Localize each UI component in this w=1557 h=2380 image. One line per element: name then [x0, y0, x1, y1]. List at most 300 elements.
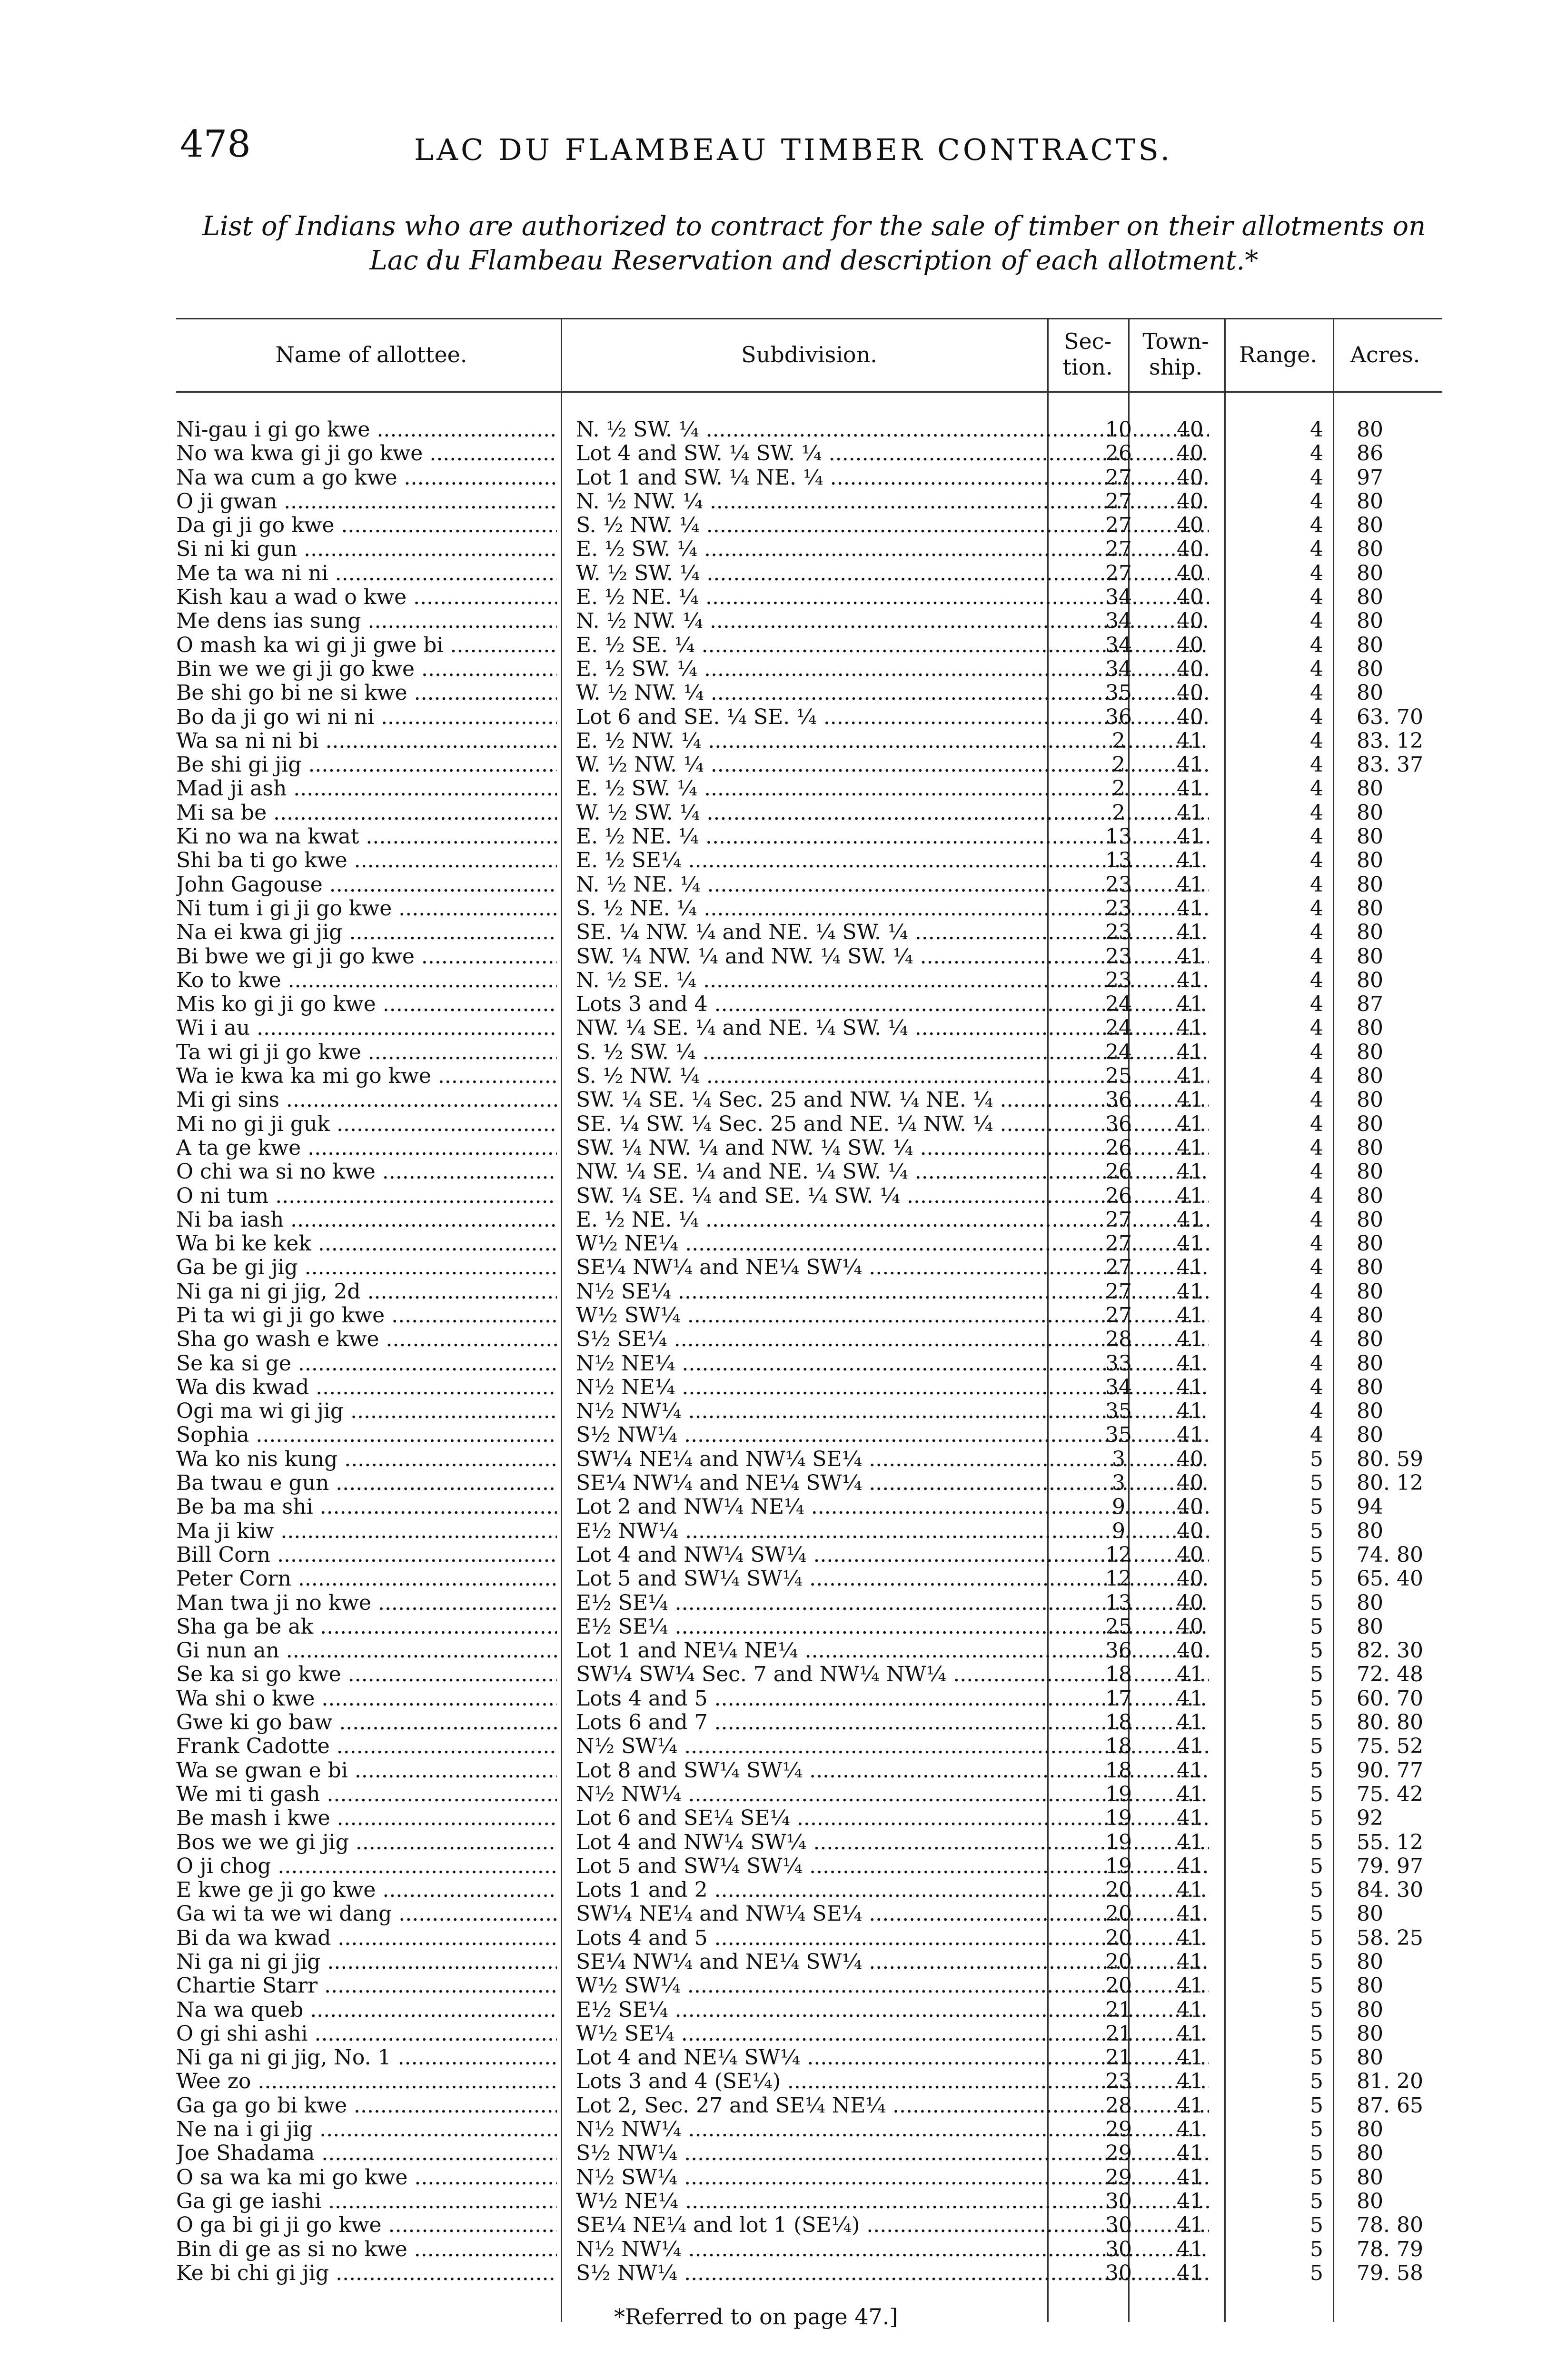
section-cell: 34: [1105, 609, 1132, 634]
allottee-name: Ke bi chi gi jig .....: [176, 2261, 557, 2285]
table-row: [176, 1136, 1442, 1160]
subdivision-cell: N½ NW¼ .....: [576, 2238, 1209, 2261]
range-cell: 5: [1310, 2021, 1323, 2046]
acres-cell: 80: [1357, 1160, 1383, 1184]
allottee-name: Gwe ki go baw .....: [176, 1711, 557, 1735]
table-row: [176, 1639, 1442, 1663]
acres-cell: 80: [1357, 2117, 1383, 2142]
table-row: [176, 1974, 1442, 1998]
subdivision-cell: Lots 4 and 5 .....: [576, 1926, 1209, 1950]
subdivision-cell: W. ½ NW. ¼ .....: [576, 681, 1209, 705]
subdivision-cell: Lot 6 and SE. ¼ SE. ¼ .....: [576, 705, 1209, 729]
acres-cell: 80: [1357, 920, 1383, 945]
allottee-name: Ni-gau i gi go kwe .....: [176, 418, 557, 442]
table-row: [176, 1831, 1442, 1854]
table-row: [176, 1448, 1442, 1471]
range-cell: 5: [1310, 1950, 1323, 1974]
subdivision-cell: NW. ¼ SE. ¼ and NE. ¼ SW. ¼ .....: [576, 1016, 1209, 1040]
table-row: [176, 681, 1442, 705]
acres-cell: 80: [1357, 800, 1383, 825]
subdivision-cell: SW¼ SW¼ Sec. 7 and NW¼ NW¼ .....: [576, 1663, 1209, 1686]
section-cell: 34: [1105, 585, 1132, 610]
section-cell: 29: [1105, 2141, 1132, 2166]
range-cell: 4: [1310, 1351, 1323, 1376]
township-cell: 41: [1177, 1878, 1203, 1903]
township-cell: 41: [1177, 1734, 1203, 1759]
allottee-name: A ta ge kwe .....: [176, 1136, 557, 1160]
range-cell: 4: [1310, 441, 1323, 466]
acres-cell: 80: [1357, 1614, 1383, 1639]
table-row: [176, 442, 1442, 466]
subdivision-cell: E. ½ NE. ¼ .....: [576, 585, 1209, 609]
allottee-name: Me ta wa ni ni .....: [176, 562, 557, 585]
subdivision-cell: N. ½ NW. ¼ .....: [576, 609, 1209, 633]
subdivision-cell: Lot 4 and NE¼ SW¼ .....: [576, 2046, 1209, 2070]
range-cell: 4: [1310, 1160, 1323, 1184]
subdivision-cell: E½ SE¼ .....: [576, 1591, 1209, 1615]
acres-cell: 78. 79: [1357, 2237, 1423, 2261]
range-cell: 5: [1310, 1997, 1323, 2022]
table-row: [176, 921, 1442, 944]
table-row: [176, 2094, 1442, 2118]
table-row: [176, 418, 1442, 442]
subdivision-cell: Lot 1 and NE¼ NE¼ .....: [576, 1639, 1209, 1663]
table-row: [176, 2213, 1442, 2237]
table-row: [176, 1806, 1442, 1830]
acres-cell: 80: [1357, 1231, 1383, 1256]
acres-cell: 80: [1357, 1327, 1383, 1352]
range-cell: 5: [1310, 1710, 1323, 1735]
township-cell: 40: [1177, 609, 1203, 634]
allottee-name: Ga gi ge iashi .....: [176, 2190, 557, 2213]
table-row: [176, 1783, 1442, 1806]
table-row: [176, 2190, 1442, 2213]
subdivision-cell: S½ NW¼ .....: [576, 2261, 1209, 2285]
subdivision-cell: S. ½ NW. ¼ .....: [576, 514, 1209, 537]
table-row: [176, 1687, 1442, 1711]
acres-cell: 80: [1357, 2021, 1383, 2046]
table-row: [176, 849, 1442, 873]
township-cell: 40: [1177, 513, 1203, 538]
range-cell: 4: [1310, 417, 1323, 442]
allottee-name: O ji chog .....: [176, 1854, 557, 1878]
acres-cell: 80: [1357, 1950, 1383, 1974]
table-row: [176, 1759, 1442, 1783]
allottee-name: We mi ti gash .....: [176, 1783, 557, 1806]
range-cell: 4: [1310, 824, 1323, 849]
subdivision-cell: E. ½ SE¼ .....: [576, 849, 1209, 873]
allottee-name: Sha go wash e kwe .....: [176, 1328, 557, 1351]
allottee-name: Ni ba iash .....: [176, 1208, 557, 1232]
allottee-name: Frank Cadotte .....: [176, 1735, 557, 1758]
section-cell: 19: [1105, 1854, 1132, 1878]
subdivision-cell: N. ½ NW. ¼ .....: [576, 490, 1209, 514]
subdivision-cell: SE¼ NW¼ and NE¼ SW¼ .....: [576, 1256, 1209, 1279]
table-row: [176, 1854, 1442, 1878]
section-cell: 29: [1105, 2165, 1132, 2190]
section-cell: 9: [1112, 1495, 1125, 1519]
township-cell: 41: [1177, 1135, 1203, 1160]
allottee-name: Joe Shadama .....: [176, 2142, 557, 2165]
subdivision-cell: E. ½ SW. ¼ .....: [576, 537, 1209, 561]
subdivision-cell: SE. ¼ NW. ¼ and NE. ¼ SW. ¼ .....: [576, 921, 1209, 944]
subdivision-cell: Lots 3 and 4 .....: [576, 992, 1209, 1016]
allottee-name: Me dens ias sung .....: [176, 609, 557, 633]
subdivision-cell: Lot 5 and SW¼ SW¼ .....: [576, 1854, 1209, 1878]
table-row: [176, 657, 1442, 681]
section-cell: 35: [1105, 1423, 1132, 1448]
range-cell: 5: [1310, 1518, 1323, 1543]
allottee-name: Be mash i kwe .....: [176, 1806, 557, 1830]
acres-cell: 58. 25: [1357, 1925, 1423, 1950]
allottee-name: Ogi ma wi gi jig .....: [176, 1399, 557, 1423]
allottee-name: Bin di ge as si no kwe .....: [176, 2238, 557, 2261]
acres-cell: 80: [1357, 1902, 1383, 1926]
table-row: [176, 801, 1442, 825]
range-cell: 5: [1310, 1806, 1323, 1831]
acres-cell: 80: [1357, 1040, 1383, 1064]
subdivision-cell: S. ½ NW. ¼ .....: [576, 1064, 1209, 1088]
acres-cell: 80: [1357, 1279, 1383, 1304]
section-cell: 27: [1105, 1303, 1132, 1328]
range-cell: 4: [1310, 1207, 1323, 1232]
range-cell: 5: [1310, 1686, 1323, 1711]
table-row: [176, 777, 1442, 801]
range-cell: 5: [1310, 1734, 1323, 1759]
township-cell: 41: [1177, 1255, 1203, 1280]
section-cell: 26: [1105, 1135, 1132, 1160]
subdivision-cell: S½ NW¼ .....: [576, 2142, 1209, 2165]
section-cell: 27: [1105, 1207, 1132, 1232]
header-subdivision: Subdivision.: [741, 342, 877, 367]
township-cell: 41: [1177, 2237, 1203, 2261]
township-cell: 40: [1177, 1518, 1203, 1543]
acres-cell: 60. 70: [1357, 1686, 1423, 1711]
section-cell: 23: [1105, 2069, 1132, 2094]
allottee-name: Sha ga be ak .....: [176, 1615, 557, 1639]
table-row: [176, 1591, 1442, 1615]
township-cell: 41: [1177, 1088, 1203, 1112]
township-cell: 40: [1177, 417, 1203, 442]
section-cell: 26: [1105, 441, 1132, 466]
acres-cell: 80: [1357, 656, 1383, 681]
allottee-name: Se ka si go kwe .....: [176, 1663, 557, 1686]
allottee-name: Ba twau e gun .....: [176, 1471, 557, 1495]
table-row: [176, 1041, 1442, 1064]
range-cell: 4: [1310, 489, 1323, 514]
section-cell: 21: [1105, 2021, 1132, 2046]
township-cell: 41: [1177, 1207, 1203, 1232]
subdivision-cell: S½ NW¼ .....: [576, 1423, 1209, 1447]
acres-cell: 78. 80: [1357, 2213, 1423, 2238]
table-row: [176, 1567, 1442, 1591]
acres-cell: 80: [1357, 489, 1383, 514]
township-cell: 40: [1177, 489, 1203, 514]
table-row: [176, 466, 1442, 490]
acres-cell: 80: [1357, 872, 1383, 897]
range-cell: 5: [1310, 2261, 1323, 2285]
subdivision-cell: E. ½ SW. ¼ .....: [576, 777, 1209, 801]
table-row: [176, 634, 1442, 657]
header-section: Sec-tion.: [1062, 328, 1113, 380]
table-row: [176, 562, 1442, 585]
acres-cell: 82. 30: [1357, 1638, 1423, 1663]
township-cell: 40: [1177, 1614, 1203, 1639]
acres-cell: 80: [1357, 944, 1383, 969]
allottee-name: Kish kau a wad o kwe .....: [176, 585, 557, 609]
acres-cell: 75. 42: [1357, 1782, 1423, 1806]
allottee-name: Mad ji ash .....: [176, 777, 557, 801]
page-number: 478: [180, 123, 251, 166]
section-cell: 23: [1105, 944, 1132, 969]
subdivision-cell: Lot 5 and SW¼ SW¼ .....: [576, 1567, 1209, 1591]
acres-cell: 80. 59: [1357, 1447, 1423, 1471]
township-cell: 41: [1177, 824, 1203, 849]
allottee-name: Wa dis kwad .....: [176, 1376, 557, 1399]
range-cell: 4: [1310, 656, 1323, 681]
range-cell: 5: [1310, 1902, 1323, 1926]
township-cell: 41: [1177, 1327, 1203, 1352]
table-row: [176, 1950, 1442, 1974]
township-cell: 41: [1177, 2165, 1203, 2190]
subdivision-cell: Lot 2 and NW¼ NE¼ .....: [576, 1495, 1209, 1519]
township-cell: 41: [1177, 1662, 1203, 1687]
section-cell: 34: [1105, 1375, 1132, 1399]
section-cell: 13: [1105, 848, 1132, 873]
range-cell: 4: [1310, 1423, 1323, 1448]
allottee-name: Man twa ji no kwe .....: [176, 1591, 557, 1615]
table-row: [176, 729, 1442, 753]
subdivision-cell: N½ NE¼ .....: [576, 1352, 1209, 1376]
subdivision-cell: N½ SE¼ .....: [576, 1280, 1209, 1304]
range-cell: 5: [1310, 2069, 1323, 2094]
township-cell: 41: [1177, 1902, 1203, 1926]
header-range: Range.: [1239, 342, 1318, 367]
acres-cell: 79. 97: [1357, 1854, 1423, 1878]
section-cell: 2: [1112, 776, 1125, 801]
allottee-name: Be shi go bi ne si kwe .....: [176, 681, 557, 705]
acres-cell: 80: [1357, 633, 1383, 657]
section-cell: 33: [1105, 1351, 1132, 1376]
acres-cell: 86: [1357, 441, 1383, 466]
range-cell: 5: [1310, 1830, 1323, 1854]
allottee-name: Sophia .....: [176, 1423, 557, 1447]
allottee-name: Ni ga ni gi jig, 2d .....: [176, 1280, 557, 1304]
range-cell: 4: [1310, 609, 1323, 634]
subdivision-cell: SE¼ NW¼ and NE¼ SW¼ .....: [576, 1950, 1209, 1974]
township-cell: 41: [1177, 1423, 1203, 1448]
section-cell: 27: [1105, 1279, 1132, 1304]
township-cell: 40: [1177, 585, 1203, 610]
township-cell: 41: [1177, 2141, 1203, 2166]
subdivision-cell: Lot 6 and SE¼ SE¼ .....: [576, 1806, 1209, 1830]
range-cell: 5: [1310, 1542, 1323, 1567]
allottee-name: Bi da wa kwad .....: [176, 1926, 557, 1950]
header-township: Town-ship.: [1142, 328, 1209, 380]
acres-cell: 80: [1357, 824, 1383, 849]
allottee-name: Ga wi ta we wi dang .....: [176, 1902, 557, 1926]
township-cell: 40: [1177, 1567, 1203, 1591]
subdivision-cell: N½ NW¼ .....: [576, 2118, 1209, 2142]
range-cell: 4: [1310, 1399, 1323, 1424]
header-acres: Acres.: [1350, 342, 1420, 367]
section-cell: 26: [1105, 1183, 1132, 1208]
township-cell: 41: [1177, 753, 1203, 777]
township-cell: 41: [1177, 1279, 1203, 1304]
subdivision-cell: Lot 1 and SW. ¼ NE. ¼ .....: [576, 466, 1209, 490]
allottee-name: Pi ta wi gi ji go kwe .....: [176, 1304, 557, 1328]
acres-cell: 80: [1357, 1423, 1383, 1448]
section-cell: 20: [1105, 1878, 1132, 1903]
section-cell: 2: [1112, 753, 1125, 777]
township-cell: 41: [1177, 2189, 1203, 2213]
running-head: LAC DU FLAMBEAU TIMBER CONTRACTS.: [414, 132, 1173, 167]
table-row: [176, 2261, 1442, 2285]
section-cell: 23: [1105, 968, 1132, 992]
subdivision-cell: W½ SW¼ .....: [576, 1304, 1209, 1328]
allotment-table: [176, 418, 1442, 2285]
section-cell: 27: [1105, 1255, 1132, 1280]
allottee-name: Shi ba ti go kwe .....: [176, 849, 557, 873]
section-cell: 23: [1105, 896, 1132, 921]
table-row: [176, 1184, 1442, 1208]
table-row: [176, 2142, 1442, 2165]
township-cell: 41: [1177, 2093, 1203, 2118]
township-cell: 41: [1177, 1160, 1203, 1184]
allottee-name: Bos we we gi jig .....: [176, 1831, 557, 1854]
township-cell: 40: [1177, 681, 1203, 705]
acres-cell: 80: [1357, 848, 1383, 873]
acres-cell: 87. 65: [1357, 2093, 1423, 2118]
range-cell: 4: [1310, 992, 1323, 1017]
township-cell: 40: [1177, 561, 1203, 585]
township-cell: 41: [1177, 1111, 1203, 1136]
range-cell: 5: [1310, 2093, 1323, 2118]
range-cell: 4: [1310, 1016, 1323, 1041]
header-name: Name of allottee.: [275, 342, 467, 367]
allottee-name: O gi shi ashi .....: [176, 2022, 557, 2046]
township-cell: 41: [1177, 992, 1203, 1017]
table-row: [176, 1735, 1442, 1758]
section-cell: 20: [1105, 1950, 1132, 1974]
allottee-name: E kwe ge ji go kwe .....: [176, 1878, 557, 1902]
range-cell: 5: [1310, 2045, 1323, 2070]
section-cell: 36: [1105, 704, 1132, 729]
acres-cell: 80: [1357, 681, 1383, 705]
section-cell: 23: [1105, 872, 1132, 897]
subdivision-cell: W½ SW¼ .....: [576, 1974, 1209, 1998]
allottee-name: Wa ie kwa ka mi go kwe .....: [176, 1064, 557, 1088]
range-cell: 5: [1310, 1854, 1323, 1878]
section-cell: 12: [1105, 1567, 1132, 1591]
acres-cell: 72. 48: [1357, 1662, 1423, 1687]
table-row: [176, 1878, 1442, 1902]
allottee-name: Ki no wa na kwat .....: [176, 825, 557, 849]
range-cell: 5: [1310, 1782, 1323, 1806]
section-cell: 18: [1105, 1662, 1132, 1687]
acres-cell: 80: [1357, 1064, 1383, 1089]
table-row: [176, 1519, 1442, 1543]
acres-cell: 83. 12: [1357, 728, 1423, 753]
section-cell: 18: [1105, 1710, 1132, 1735]
range-cell: 4: [1310, 561, 1323, 585]
section-cell: 17: [1105, 1686, 1132, 1711]
range-cell: 4: [1310, 465, 1323, 490]
table-row: [176, 897, 1442, 921]
section-cell: 29: [1105, 2117, 1132, 2142]
table-row: [176, 1160, 1442, 1184]
township-cell: 41: [1177, 920, 1203, 945]
section-cell: 26: [1105, 1160, 1132, 1184]
subdivision-cell: W. ½ SW. ¼ .....: [576, 801, 1209, 825]
range-cell: 4: [1310, 1279, 1323, 1304]
township-cell: 41: [1177, 2213, 1203, 2238]
range-cell: 5: [1310, 1590, 1323, 1615]
table-row: [176, 1232, 1442, 1256]
range-cell: 5: [1310, 1758, 1323, 1783]
subdivision-cell: Lots 1 and 2 .....: [576, 1878, 1209, 1902]
acres-cell: 80: [1357, 2165, 1383, 2190]
subdivision-cell: SE¼ NE¼ and lot 1 (SE¼) .....: [576, 2213, 1209, 2237]
table-row: [176, 1064, 1442, 1088]
range-cell: 4: [1310, 848, 1323, 873]
table-row: [176, 969, 1442, 992]
allottee-name: O chi wa si no kwe .....: [176, 1160, 557, 1184]
township-cell: 40: [1177, 656, 1203, 681]
township-cell: 41: [1177, 1830, 1203, 1854]
allottee-name: O ga bi gi ji go kwe .....: [176, 2213, 557, 2237]
acres-cell: 55. 12: [1357, 1830, 1423, 1854]
subdivision-cell: SW. ¼ SE. ¼ and SE. ¼ SW. ¼ .....: [576, 1184, 1209, 1208]
allottee-name: Bo da ji go wi ni ni .....: [176, 705, 557, 729]
range-cell: 4: [1310, 585, 1323, 610]
township-cell: 41: [1177, 1183, 1203, 1208]
table-row: [176, 585, 1442, 609]
acres-cell: 80: [1357, 1973, 1383, 1998]
acres-cell: 80: [1357, 776, 1383, 801]
range-cell: 5: [1310, 2117, 1323, 2142]
subdivision-cell: Lot 4 and NW¼ SW¼ .....: [576, 1831, 1209, 1854]
table-row: [176, 1016, 1442, 1040]
range-cell: 4: [1310, 1040, 1323, 1064]
section-cell: 36: [1105, 1111, 1132, 1136]
township-cell: 41: [1177, 1375, 1203, 1399]
acres-cell: 80: [1357, 896, 1383, 921]
range-cell: 5: [1310, 1447, 1323, 1471]
allottee-name: Na wa queb .....: [176, 1998, 557, 2022]
allottee-name: Ga be gi jig .....: [176, 1256, 557, 1279]
section-cell: 19: [1105, 1830, 1132, 1854]
subdivision-cell: Lot 4 and SW. ¼ SW. ¼ .....: [576, 442, 1209, 466]
allottee-name: Ta wi gi ji go kwe .....: [176, 1041, 557, 1064]
section-cell: 27: [1105, 561, 1132, 585]
table-row: [176, 1399, 1442, 1423]
acres-cell: 80: [1357, 1399, 1383, 1424]
allottee-name: Be shi gi jig .....: [176, 753, 557, 777]
allottee-name: Bill Corn .....: [176, 1543, 557, 1567]
township-cell: 41: [1177, 1303, 1203, 1328]
allottee-name: Na ei kwa gi jig .....: [176, 921, 557, 944]
table-row: [176, 1926, 1442, 1950]
township-cell: 40: [1177, 537, 1203, 562]
allottee-name: Mis ko gi ji go kwe .....: [176, 992, 557, 1016]
township-cell: 41: [1177, 968, 1203, 992]
section-cell: 27: [1105, 465, 1132, 490]
table-row: [176, 1352, 1442, 1376]
allottee-name: Mi no gi ji guk .....: [176, 1112, 557, 1136]
section-cell: 18: [1105, 1734, 1132, 1759]
section-cell: 36: [1105, 1088, 1132, 1112]
